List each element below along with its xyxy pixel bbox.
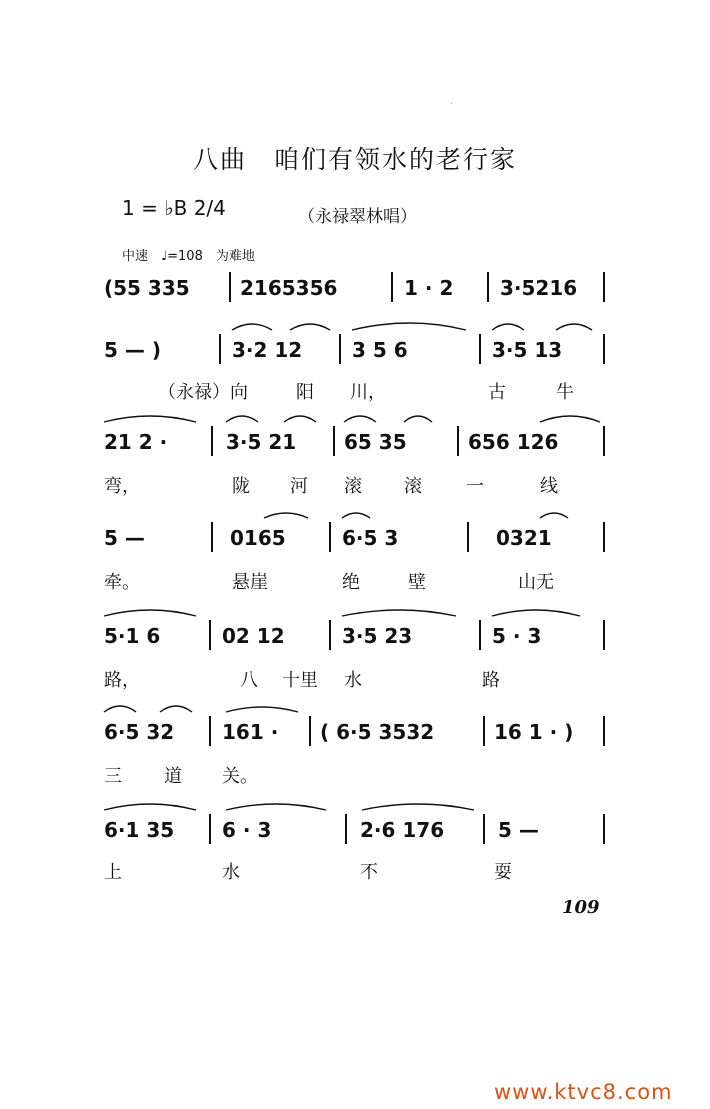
measure-6-4: 16 1 · ) [494,720,574,744]
lyric: 山无 [518,572,554,593]
lyric: 上 [104,862,122,883]
measure-6-1: 6·5 32 [104,720,175,744]
slur [492,324,524,330]
slur [232,324,272,330]
slur [540,513,568,518]
measure-5-2: 02 12 [222,624,285,648]
measure-5-3: 3·5 23 [342,624,413,648]
slur [492,610,580,616]
measure-3-2: 3·5 21 [226,430,297,454]
lyric: 陇 [232,476,250,497]
measure-5-4: 5 · 3 [492,624,542,648]
measure-2-2: 3·2 12 [232,338,303,362]
slur [290,324,330,330]
slur [226,707,298,712]
lyric: 绝 [342,572,360,593]
slur [556,324,592,330]
lyric: （永禄）向 [158,382,248,403]
slur [404,416,432,422]
measure-7-1: 6·1 35 [104,818,175,842]
lyric: 八 [240,670,258,691]
measure-6-2: 161 · [222,720,279,744]
lyric: 牵。 [104,572,140,593]
measure-1-4: 3·5216 [500,276,578,300]
measure-4-1: 5 — [104,526,145,550]
lyric: 阳 [296,382,314,403]
measure-2-1: 5 — ) [104,338,161,362]
lyric: 路 [482,670,500,691]
measure-7-4: 5 — [498,818,539,842]
lyric: 河 [290,476,308,497]
slur [344,416,376,422]
slur [160,706,192,712]
lyric: 一 [466,476,484,497]
key-signature: 1 = ♭B 2/4 [122,196,226,220]
lyric: 滚 [404,476,422,497]
slur [352,323,466,330]
measure-5-1: 5·1 6 [104,624,161,648]
slur [284,416,316,422]
lyric: 弯， [104,476,140,497]
slur [540,416,600,422]
measure-3-4: 656 126 [468,430,559,454]
lyric: 水 [344,670,362,691]
measure-2-3: 3 5 6 [352,338,408,362]
measure-1-2: 2165356 [240,276,338,300]
measure-7-2: 6 · 3 [222,818,272,842]
slur [104,416,196,422]
slur [342,610,456,616]
slur [104,610,196,616]
lyric: 牛 [556,382,574,403]
lyric: 关。 [222,766,258,787]
measure-1-1: (55 335 [104,276,190,300]
slur [226,416,258,422]
stray-mark: . [450,96,454,107]
lyric: 不 [360,862,378,883]
lyric: 悬崖 [232,572,268,593]
slur [226,804,326,810]
tempo-marking: 中速 ♩=108 为难地 [122,249,255,264]
lyric: 三 [104,766,122,787]
lyric: 路， [104,670,140,691]
measure-6-3: ( 6·5 3532 [320,720,435,744]
lyric: 水 [222,862,240,883]
lyric: 道 [164,766,182,787]
lyric: 古 [488,382,506,403]
measure-7-3: 2·6 176 [360,818,445,842]
measure-3-3: 65 35 [344,430,407,454]
measure-4-4: 0321 [496,526,552,550]
slur [104,706,136,712]
lyric: 壁 [408,572,426,593]
lyric: 滚 [344,476,362,497]
slur [264,513,308,518]
measure-4-2: 0165 [230,526,286,550]
lyric: 线 [540,476,558,497]
measure-4-3: 6·5 3 [342,526,399,550]
lyric: 耍 [494,862,512,883]
measure-1-3: 1 · 2 [404,276,454,300]
page-number: 109 [562,897,600,918]
watermark: www.ktvc8.com [494,1080,673,1104]
singer-credit: （永禄翠林唱） [298,207,417,227]
lyric: 川， [350,382,386,403]
measure-2-4: 3·5 13 [492,338,563,362]
lyric: 十里 [282,670,318,691]
slur [104,804,196,810]
song-title: 八曲 咱们有领水的老行家 [192,145,517,174]
measure-3-1: 21 2 · [104,430,168,454]
slur [362,804,474,810]
slur [342,513,370,518]
